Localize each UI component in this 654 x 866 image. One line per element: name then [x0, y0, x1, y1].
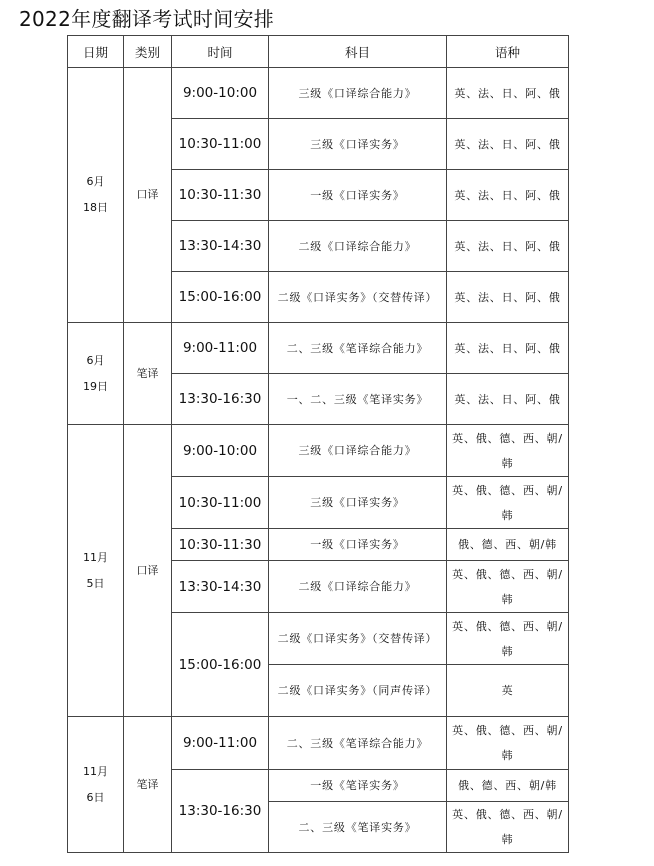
category-cell: 笔译	[124, 717, 172, 853]
time-cell: 13:30-14:30	[172, 221, 269, 272]
header-time: 时间	[172, 36, 269, 68]
subject-cell: 三级《口译实务》	[269, 119, 447, 170]
table-row	[68, 717, 569, 770]
header-subject: 科目	[269, 36, 447, 68]
category-cell: 口译	[124, 68, 172, 323]
language-cell: 俄、德、西、朝/韩	[447, 770, 569, 802]
time-cell: 15:00-16:00	[172, 613, 269, 717]
time-cell: 15:00-16:00	[172, 272, 269, 323]
header-category: 类别	[124, 36, 172, 68]
header-language: 语种	[447, 36, 569, 68]
time-cell: 9:00-10:00	[172, 68, 269, 119]
language-cell: 英、法、日、阿、俄	[447, 323, 569, 374]
language-cell: 英、法、日、阿、俄	[447, 119, 569, 170]
header-date: 日期	[68, 36, 124, 68]
language-cell: 英	[447, 665, 569, 717]
time-cell: 13:30-16:30	[172, 374, 269, 425]
language-cell: 英、俄、德、西、朝/韩	[447, 561, 569, 613]
time-cell: 9:00-11:00	[172, 323, 269, 374]
time-cell: 9:00-10:00	[172, 425, 269, 477]
language-cell: 英、俄、德、西、朝/韩	[447, 425, 569, 477]
time-cell: 10:30-11:00	[172, 119, 269, 170]
table-header-row	[68, 36, 569, 68]
subject-cell: 二、三级《笔译综合能力》	[269, 323, 447, 374]
language-cell: 英、法、日、阿、俄	[447, 221, 569, 272]
language-cell: 英、法、日、阿、俄	[447, 170, 569, 221]
date-cell: 11月6日	[68, 717, 124, 853]
time-cell: 13:30-16:30	[172, 770, 269, 853]
category-cell: 笔译	[124, 323, 172, 425]
subject-cell: 二级《口译综合能力》	[269, 561, 447, 613]
subject-cell: 一、二、三级《笔译实务》	[269, 374, 447, 425]
table-row	[68, 68, 569, 119]
subject-cell: 三级《口译实务》	[269, 477, 447, 529]
schedule-table	[67, 35, 569, 853]
language-cell: 英、俄、德、西、朝/韩	[447, 717, 569, 770]
subject-cell: 二、三级《笔译实务》	[269, 802, 447, 853]
language-cell: 英、俄、德、西、朝/韩	[447, 802, 569, 853]
table-row	[68, 425, 569, 477]
page-title: 2022年度翻译考试时间安排	[19, 7, 275, 31]
language-cell: 俄、德、西、朝/韩	[447, 529, 569, 561]
subject-cell: 二级《口译实务》（交替传译）	[269, 613, 447, 665]
subject-cell: 一级《笔译实务》	[269, 770, 447, 802]
subject-cell: 二、三级《笔译综合能力》	[269, 717, 447, 770]
language-cell: 英、法、日、阿、俄	[447, 68, 569, 119]
date-cell: 6月19日	[68, 323, 124, 425]
time-cell: 10:30-11:30	[172, 529, 269, 561]
subject-cell: 三级《口译综合能力》	[269, 425, 447, 477]
category-cell: 口译	[124, 425, 172, 717]
date-cell: 11月5日	[68, 425, 124, 717]
table-row	[68, 323, 569, 374]
time-cell: 10:30-11:30	[172, 170, 269, 221]
time-cell: 9:00-11:00	[172, 717, 269, 770]
language-cell: 英、法、日、阿、俄	[447, 272, 569, 323]
subject-cell: 一级《口译实务》	[269, 170, 447, 221]
date-cell: 6月18日	[68, 68, 124, 323]
time-cell: 13:30-14:30	[172, 561, 269, 613]
time-cell: 10:30-11:00	[172, 477, 269, 529]
subject-cell: 二级《口译综合能力》	[269, 221, 447, 272]
language-cell: 英、俄、德、西、朝/韩	[447, 613, 569, 665]
language-cell: 英、法、日、阿、俄	[447, 374, 569, 425]
language-cell: 英、俄、德、西、朝/韩	[447, 477, 569, 529]
subject-cell: 一级《口译实务》	[269, 529, 447, 561]
subject-cell: 二级《口译实务》（同声传译）	[269, 665, 447, 717]
subject-cell: 二级《口译实务》（交替传译）	[269, 272, 447, 323]
subject-cell: 三级《口译综合能力》	[269, 68, 447, 119]
